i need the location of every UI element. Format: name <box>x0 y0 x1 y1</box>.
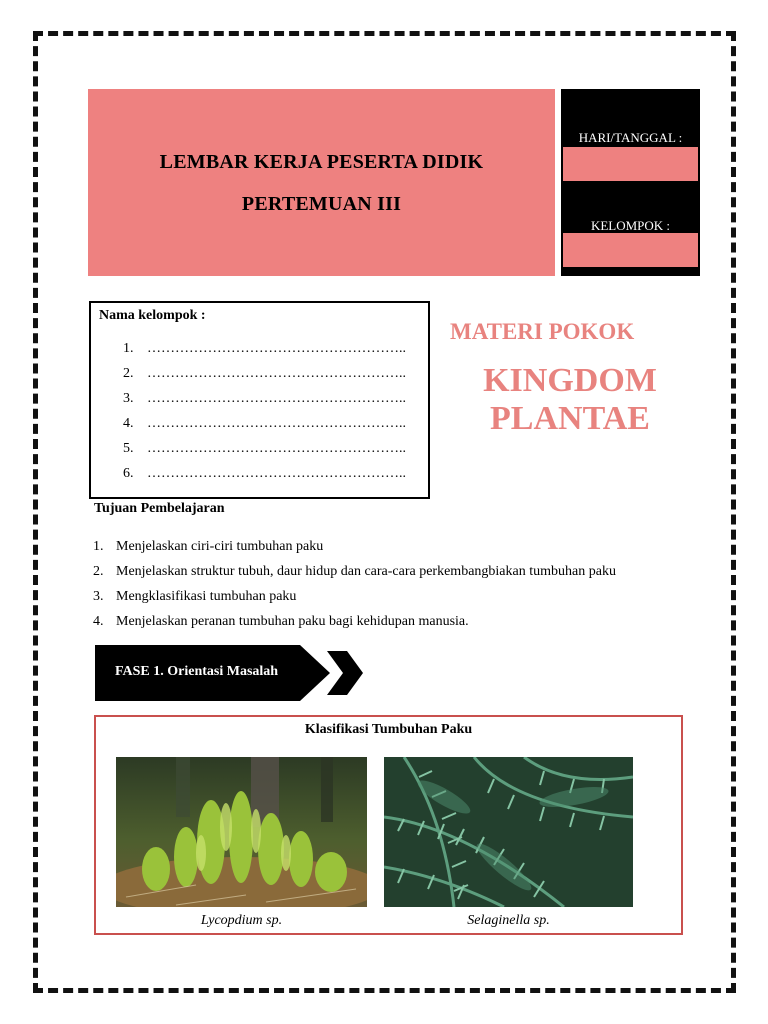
materi-label: MATERI POKOK <box>450 319 635 344</box>
topic-line-1: KINGDOM <box>483 362 657 399</box>
group-members-box <box>89 301 430 499</box>
member-line[interactable]: 6. ……………………………………………….. <box>123 466 406 481</box>
objective-item: 1. Menjelaskan ciri-ciri tumbuhan paku <box>93 539 324 554</box>
objective-item: 4. Menjelaskan peranan tumbuhan paku bagi kehidupan manusia. <box>93 614 469 629</box>
selaginella-caption: Selaginella sp. <box>467 913 550 928</box>
phase-label: FASE 1. Orientasi Masalah <box>115 664 279 679</box>
lycopodium-caption: Lycopdium sp. <box>200 913 283 928</box>
info-panel <box>561 89 700 276</box>
group-label: KELOMPOK : <box>590 218 671 233</box>
objectives-heading: Tujuan Pembelajaran <box>94 501 225 516</box>
member-line[interactable]: 2. ……………………………………………….. <box>123 366 406 381</box>
worksheet-title: LEMBAR KERJA PESERTA DIDIK <box>159 150 484 173</box>
date-label: HARI/TANGGAL : <box>578 130 683 145</box>
objective-item: 3. Mengklasifikasi tumbuhan paku <box>93 589 297 604</box>
objectives-list <box>93 539 616 639</box>
member-line[interactable]: 1. ……………………………………………….. <box>123 341 406 356</box>
selaginella-photo <box>384 757 633 907</box>
phase-banner <box>95 645 365 707</box>
member-line[interactable]: 3. ……………………………………………….. <box>123 391 406 406</box>
lycopodium-photo <box>116 757 367 907</box>
group-field[interactable] <box>563 233 698 267</box>
classification-box <box>94 715 683 935</box>
member-line[interactable]: 4. ……………………………………………….. <box>123 416 406 431</box>
group-members-list <box>123 341 406 491</box>
header-banner <box>88 89 555 276</box>
member-line[interactable]: 5. ……………………………………………….. <box>123 441 406 456</box>
date-field[interactable] <box>563 147 698 181</box>
classification-title: Klasifikasi Tumbuhan Paku <box>304 722 473 737</box>
topic-title <box>470 362 670 438</box>
meeting-title: PERTEMUAN III <box>241 192 402 215</box>
topic-line-2: PLANTAE <box>490 400 650 438</box>
group-members-title: Nama kelompok : <box>99 308 206 323</box>
objective-item: 2. Menjelaskan struktur tubuh, daur hidup dan cara-cara perkembangbiakan tumbuhan paku <box>93 564 616 579</box>
